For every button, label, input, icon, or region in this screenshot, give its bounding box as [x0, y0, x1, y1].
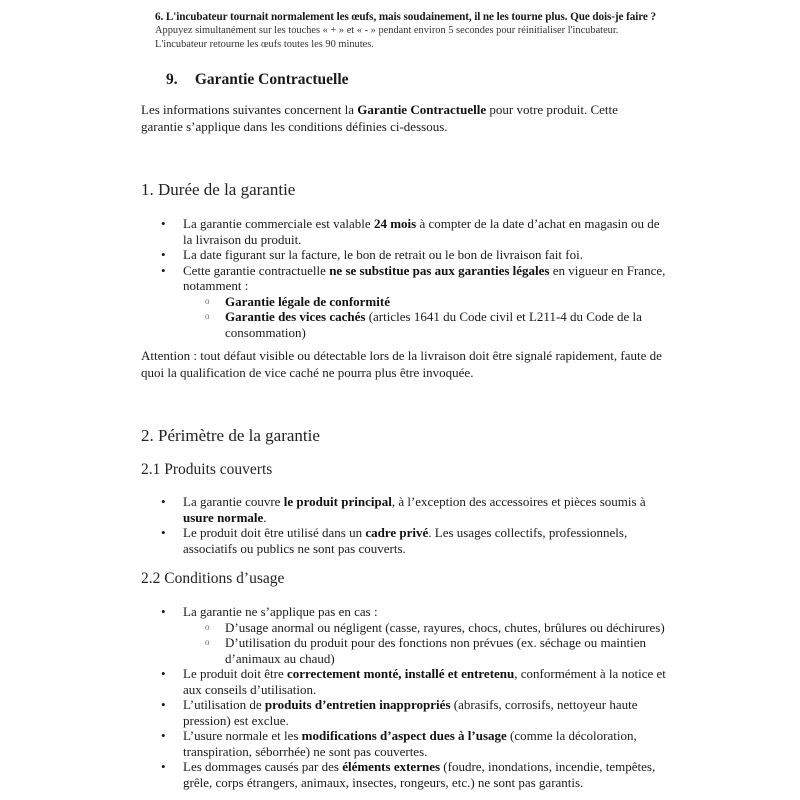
item-text: , conformément à la notice et aux conseils d’utilisation. [183, 666, 666, 697]
sub-list-item [183, 620, 671, 636]
list-item [141, 728, 671, 759]
attention-note: Attention : tout défaut visible ou détectable lors de la livraison doit être signalé rapidement, faute de quoi la qualification de vice caché ne pourra plus être invoquée. [141, 348, 662, 380]
item-text: La garantie couvre [183, 494, 284, 509]
faq-answer-line: L'incubateur retourne les œufs toutes les 90 minutes. [155, 38, 374, 50]
item-text: (comme la décoloration, transpiration, séborrhée) ne sont pas couvertes. [183, 728, 637, 759]
item-bold: correctement monté, installé et entretenu [286, 666, 515, 681]
item-text: (foudre, inondations, incendie, tempêtes, grêle, corps étrangers, animaux, insectes, rongeurs, etc.) ne sont pas garantis. [183, 759, 656, 790]
item-bold: Garantie des vices cachés [225, 309, 366, 324]
item-bold: produits d’entretien inappropriés [264, 697, 451, 712]
bullet-icon: • [161, 759, 166, 774]
list-item [141, 216, 671, 247]
list-item [141, 494, 671, 525]
bullet-icon: • [161, 697, 166, 712]
item-text: La date figurant sur la facture, le bon de retrait ou le bon de livraison fait foi. [183, 247, 583, 262]
intro-bold: Garantie Contractuelle [357, 102, 487, 117]
item-bold: cadre privé [365, 525, 429, 540]
item-text: Les dommages causés par des [183, 759, 343, 774]
faq-question [155, 10, 675, 24]
item-bold: le produit principal [283, 494, 392, 509]
item-text: . Les usages collectifs, professionnels, associatifs ou publics ne sont pas couverts. [183, 525, 628, 556]
bullet-icon: • [161, 216, 166, 231]
item-bold: 24 mois [373, 216, 417, 231]
list-item [141, 666, 671, 697]
item-text: (abrasifs, corrosifs, nettoyeur haute pression) est exclue. [183, 697, 638, 728]
intro-text: pour votre produit. Cette garantie s’applique dans les conditions définies ci-dessous. [141, 102, 618, 134]
item-text: L’utilisation de [183, 697, 265, 712]
section-title [166, 71, 349, 89]
item-bold: ne se substitue pas aux garanties légales [329, 262, 550, 278]
item-bold: éléments externes [342, 759, 441, 774]
heading-duree: 1. Durée de la garantie [141, 180, 296, 199]
sub-list-item [183, 635, 671, 666]
bullet-icon: • [161, 666, 166, 681]
bullet-icon: • [161, 728, 166, 743]
item-bold: modifications d’aspect dues à l’usage [301, 728, 507, 743]
list-item [141, 604, 671, 666]
item-text: D’usage anormal ou négligent (casse, rayures, chocs, chutes, brûlures ou déchirures) [225, 619, 665, 635]
list-item [141, 263, 671, 341]
circle-bullet-icon: o [205, 621, 210, 632]
bullet-icon: • [161, 262, 166, 278]
list-item [141, 697, 671, 728]
produits-list [141, 494, 671, 556]
item-text: . [263, 509, 267, 525]
item-text: La garantie commerciale est valable [183, 216, 374, 231]
faq-answer-line: Appuyez simultanément sur les touches « + » et « - » pendant environ 5 secondes pour réinitialiser l'incubateur. [155, 25, 619, 36]
list-item [141, 247, 671, 263]
item-text: Cette garantie contractuelle [183, 262, 330, 278]
sub-list-item [183, 309, 671, 340]
item-bold: usure normale [183, 509, 264, 525]
item-text: Le produit doit être utilisé dans un [183, 525, 366, 540]
sub-list-item [183, 294, 671, 310]
circle-bullet-icon: o [205, 295, 210, 306]
section-intro [141, 102, 641, 135]
intro-text: Les informations suivantes concernent la [141, 102, 358, 117]
heading-produits-couverts: 2.1 Produits couverts [141, 461, 273, 478]
bullet-icon: • [161, 247, 166, 262]
bullet-icon: • [161, 525, 166, 540]
item-text: en vigueur en France, notamment : [183, 262, 666, 293]
list-item [141, 525, 671, 556]
item-bold: Garantie légale de conformité [225, 293, 390, 309]
item-text: (articles 1641 du Code civil et L211-4 du Code de la consommation) [225, 309, 642, 340]
item-text: La garantie ne s’applique pas en cas : [183, 604, 378, 619]
faq-question-text: L'incubateur tournait normalement les œufs, mais soudainement, il ne les tourne plus. Que dois-je faire ? [165, 11, 656, 23]
faq-question-number: 6. [155, 11, 164, 23]
item-text: L’usure normale et les [183, 728, 302, 743]
heading-conditions-usage: 2.2 Conditions d’usage [141, 570, 285, 587]
circle-bullet-icon: o [205, 637, 210, 647]
sub-list [183, 620, 671, 667]
item-text: , à l’exception des accessoires et pièces soumis à [391, 494, 646, 509]
circle-bullet-icon: o [205, 311, 210, 321]
section-number: 9. [166, 71, 178, 88]
sub-list [183, 294, 671, 341]
faq-item [155, 10, 675, 51]
conditions-list [141, 604, 671, 790]
heading-perimetre: 2. Périmètre de la garantie [141, 426, 320, 445]
list-item [141, 759, 671, 790]
bullet-icon: • [161, 604, 166, 619]
section-title-text: Garantie Contractuelle [194, 71, 349, 88]
item-text: Le produit doit être [183, 666, 287, 681]
bullet-icon: • [161, 494, 166, 509]
item-text: D’utilisation du produit pour des fonctions non prévues (ex. séchage ou maintien d’animaux au chaud) [225, 635, 646, 666]
duree-list [141, 216, 671, 340]
item-text: à compter de la date d’achat en magasin ou de la livraison du produit. [183, 216, 660, 247]
